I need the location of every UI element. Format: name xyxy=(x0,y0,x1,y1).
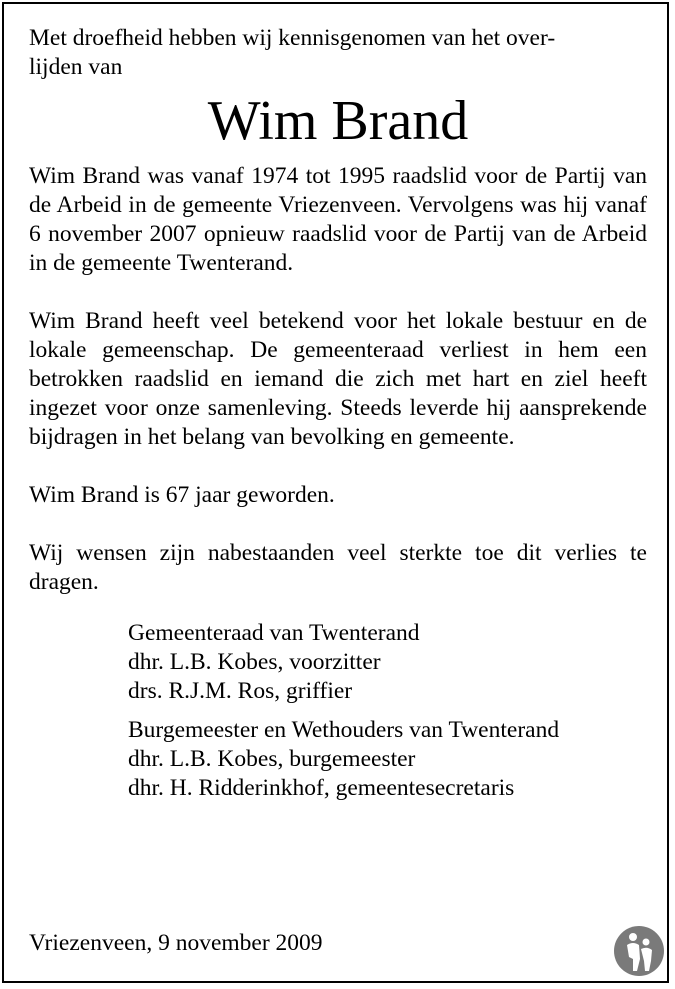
deceased-name: Wim Brand xyxy=(207,90,469,152)
mourning-figures-icon xyxy=(613,925,665,977)
signatures xyxy=(128,619,647,803)
intro-line-2: lijden van xyxy=(29,54,123,80)
signature-line: dhr. L.B. Kobes, voorzitter xyxy=(128,649,381,675)
paragraph-tribute: Wim Brand heeft veel betekend voor het lokale bestuur en de lokale gemeenschap. De gemeenteraad verliest in hem een betrokken raadslid en iemand die zich met hart en ziel heeft ingezet voor onze samenleving. Steeds leverde hij aansprekende bijdragen in het belang van bevolking en gemeente. xyxy=(29,308,647,450)
signature-line: dhr. L.B. Kobes, burgemeester xyxy=(128,746,416,772)
signature-line: Gemeenteraad van Twenterand xyxy=(128,620,420,646)
signature-mayor-aldermen xyxy=(128,716,647,803)
intro-text xyxy=(29,24,647,82)
announcement-body xyxy=(29,24,647,803)
paragraph-career: Wim Brand was vanaf 1974 tot 1995 raadslid voor de Partij van de Arbeid in de gemeente Vriezenveen. Vervolgens was hij vanaf 6 november 2007 opnieuw raadslid voor de Partij van de Arbeid in de gemeente Twenterand. xyxy=(29,163,647,276)
place-date: Vriezenveen, 9 november 2009 xyxy=(29,930,323,956)
signature-line: drs. R.J.M. Ros, griffier xyxy=(128,678,353,704)
intro-line-1: Met droefheid hebben wij kennisgenomen van het over- xyxy=(29,25,556,51)
paragraph-age: Wim Brand is 67 jaar geworden. xyxy=(29,482,335,508)
signature-council xyxy=(128,619,647,706)
signature-line: Burgemeester en Wethouders van Twenterand xyxy=(128,717,560,743)
signature-line: dhr. H. Ridderinkhof, gemeentesecretaris xyxy=(128,775,515,801)
paragraph-condolence: Wij wensen zijn nabestaanden veel sterkte toe dit verlies te dragen. xyxy=(29,540,647,595)
